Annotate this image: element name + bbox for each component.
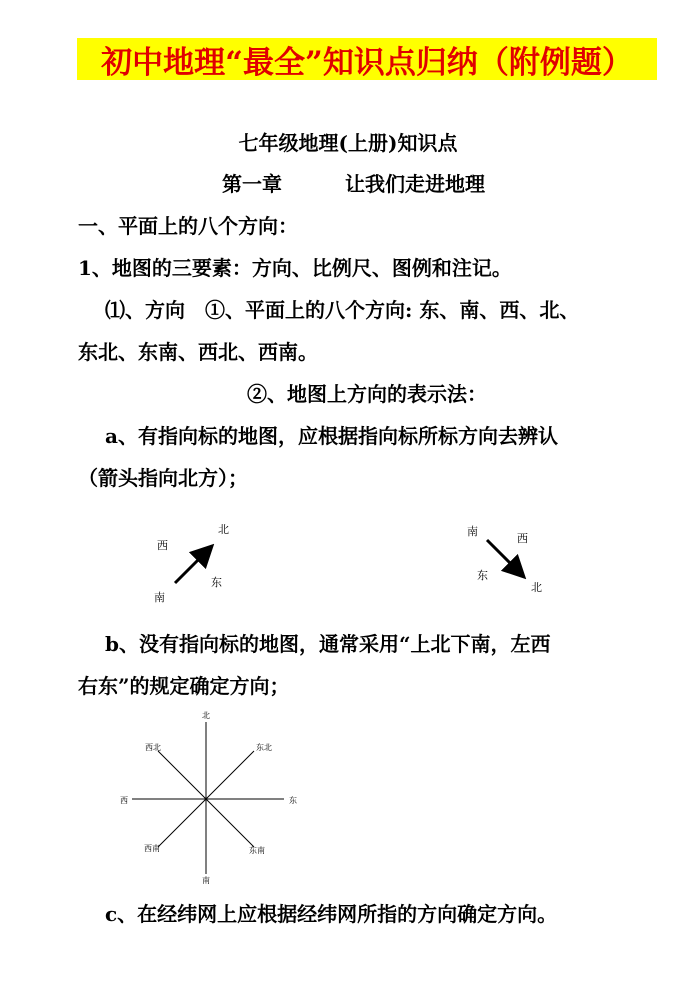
eight-direction-compass xyxy=(110,706,310,886)
compass-north-label: 北 xyxy=(202,711,210,720)
item-a-line1: a、有指向标的地图，应根据指向标所标方向去辨认 xyxy=(105,424,558,448)
compass-northeast-label: 东北 xyxy=(256,743,272,752)
arrow1-west-label: 西 xyxy=(157,539,168,552)
point-1-2: ②、地图上方向的表示法： xyxy=(247,382,487,406)
chapter-number: 第一章 xyxy=(222,172,282,196)
north-arrow-diagram-2 xyxy=(462,518,552,598)
north-arrow-diagram-1 xyxy=(150,518,240,608)
arrow-line xyxy=(175,548,210,583)
title-banner xyxy=(77,38,657,80)
arrow1-north-label: 北 xyxy=(218,523,229,536)
compass-south-label: 南 xyxy=(202,876,210,885)
arrow2-east-label: 东 xyxy=(477,569,488,582)
section-heading: 一、平面上的八个方向： xyxy=(78,214,298,238)
page-title: 初中地理“最全”知识点归纳（附例题） xyxy=(101,44,633,81)
chapter-name: 让我们走进地理 xyxy=(345,172,485,196)
item-b-line2: 右东”的规定确定方向； xyxy=(78,674,290,698)
compass-southeast-label: 东南 xyxy=(249,846,265,855)
compass-west-label: 西 xyxy=(120,796,128,805)
item-a-line2: （箭头指向北方）； xyxy=(78,466,248,490)
arrow1-east-label: 东 xyxy=(211,576,222,589)
arrow2-west-label: 西 xyxy=(517,532,528,545)
arrow-line xyxy=(487,540,522,575)
compass-northwest-label: 西北 xyxy=(145,743,161,752)
compass-southwest-label: 西南 xyxy=(144,844,160,853)
arrow2-north-label: 北 xyxy=(531,581,542,594)
compass-east-label: 东 xyxy=(289,796,297,805)
item-c: c、在经纬网上应根据经纬网所指的方向确定方向。 xyxy=(105,902,558,926)
arrow1-south-label: 南 xyxy=(154,591,165,604)
item-b-line1: b、没有指向标的地图，通常采用“上北下南，左西 xyxy=(105,632,551,656)
subtitle: 七年级地理(上册)知识点 xyxy=(238,131,458,155)
point-1-1-line2: 东北、东南、西北、西南。 xyxy=(78,340,318,364)
arrow2-south-label: 南 xyxy=(467,525,478,538)
point-1: 1、地图的三要素：方向、比例尺、图例和注记。 xyxy=(78,256,512,280)
point-1-1-line1: ⑴、方向 ①、平面上的八个方向: 东、南、西、北、 xyxy=(105,298,580,322)
